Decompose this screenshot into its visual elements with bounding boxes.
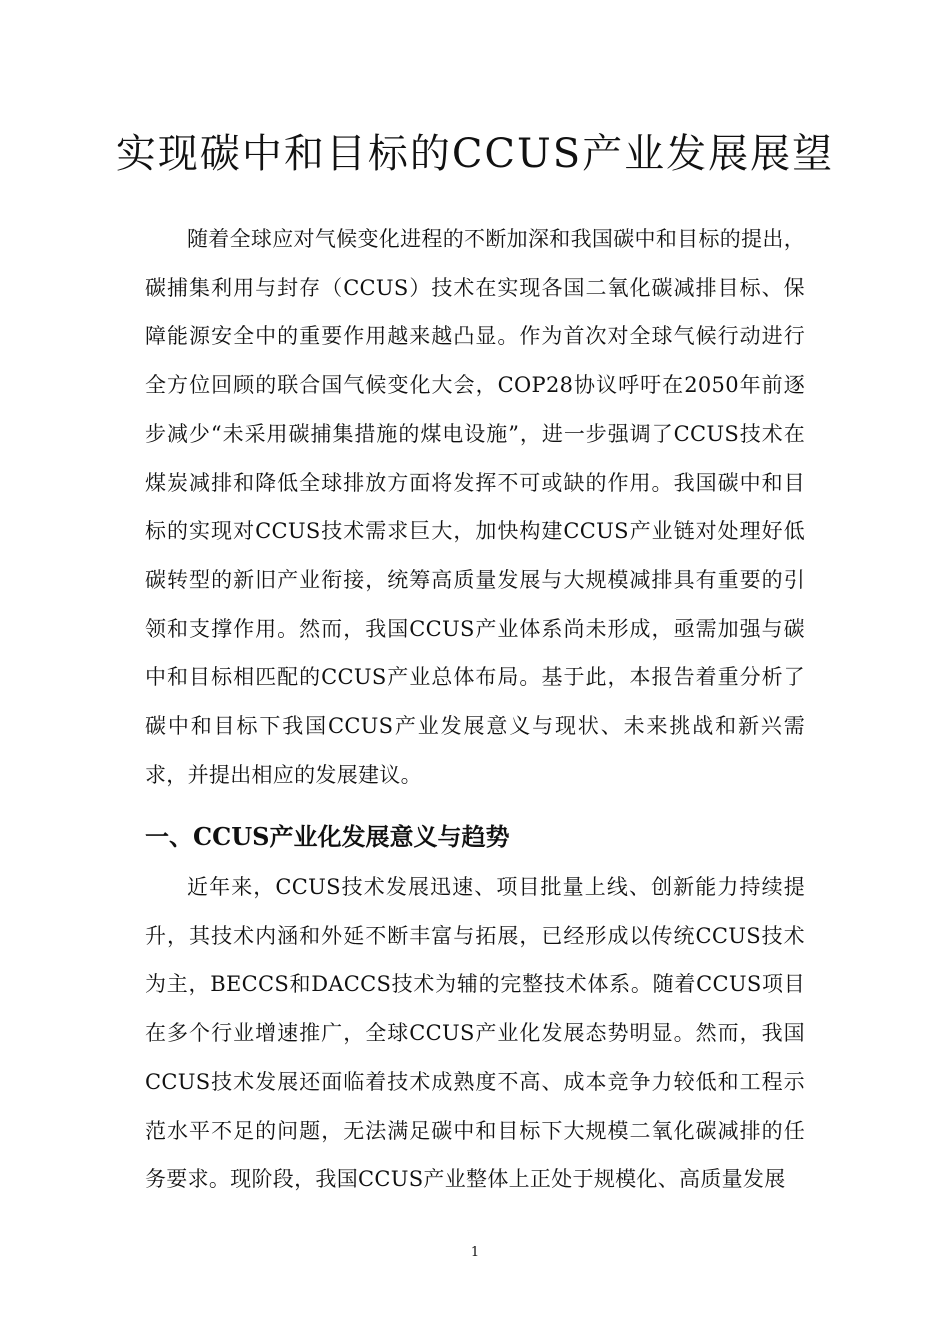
page-number: 1 <box>470 1245 480 1260</box>
intro-paragraph: 随着全球应对气候变化进程的不断加深和我国碳中和目标的提出，碳捕集利用与封存（CCUS）技术在实现各国二氧化碳减排目标、保障能源安全中的重要作用越来越凸显。作为首次对全球气候行动进行全方位回顾的联合国气候变化大会，COP28协议呼吁在2050年前逐步减少“未采用碳捕集措施的煤电设施”，进一步强调了CCUS技术在煤炭减排和降低全球排放方面将发挥不可或缺的作用。我国碳中和目标的实现对CCUS技术需求巨大，加快构建CCUS产业链对处理好低碳转型的新旧产业衔接，统筹高质量发展与大规模减排具有重要的引领和支撑作用。然而，我国CCUS产业体系尚未形成，亟需加强与碳中和目标相匹配的CCUS产业总体布局。基于此，本报告着重分析了碳中和目标下我国CCUS产业发展意义与现状、未来挑战和新兴需求，并提出相应的发展建议。 <box>145 227 805 787</box>
document-title: 实现碳中和目标的CCUS产业发展展望 <box>115 131 835 177</box>
section-paragraph: 近年来，CCUS技术发展迅速、项目批量上线、创新能力持续提升，其技术内涵和外延不断丰富与拓展，已经形成以传统CCUS技术为主，BECCS和DACCS技术为辅的完整技术体系。随着CCUS项目在多个行业增速推广，全球CCUS产业化发展态势明显。然而，我国CCUS技术发展还面临着技术成熟度不高、成本竞争力较低和工程示范水平不足的问题，无法满足碳中和目标下大规模二氧化碳减排的任务要求。现阶段，我国CCUS产业整体上正处于规模化、高质量发展 <box>145 875 805 1192</box>
section-heading: 一、CCUS产业化发展意义与趋势 <box>145 822 510 851</box>
